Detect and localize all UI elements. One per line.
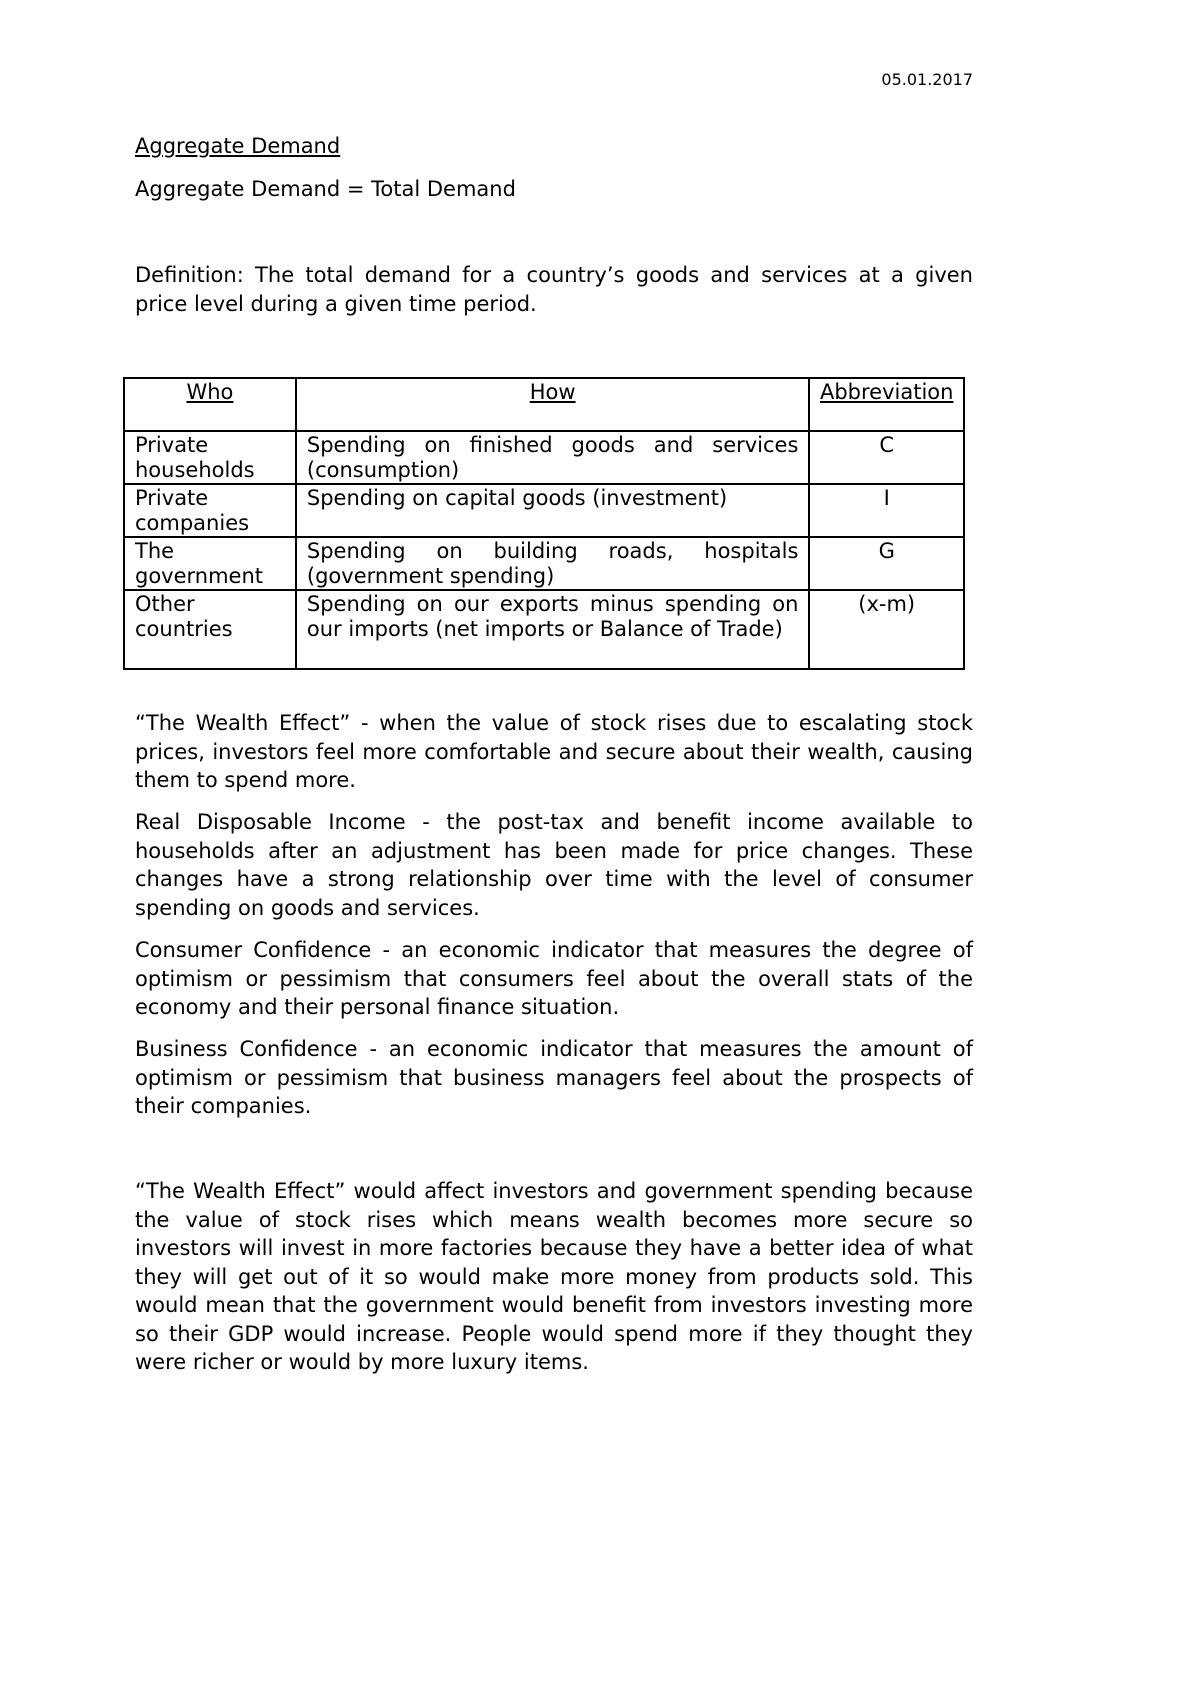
table-header-row	[124, 378, 964, 431]
cell-how: Spending on our exports minus spending on our imports (net imports or Balance of Trade)	[296, 590, 810, 669]
consumer-confidence-definition: Consumer Confidence - an economic indicator that measures the degree of optimism or pessimism that consumers feel about the overall stats of the economy and their personal finance situation.	[135, 938, 973, 1019]
cell-who: Private companies	[124, 484, 296, 537]
cell-who: The government	[124, 537, 296, 590]
business-confidence-definition: Business Confidence - an economic indicator that measures the amount of optimism or pessimism that business managers feel about the prospects of their companies.	[135, 1037, 973, 1118]
cell-abbr: (x-m)	[809, 590, 964, 669]
definition-text: Definition: The total demand for a country’s goods and services at a given price level during a given time period.	[135, 263, 973, 316]
cell-abbr: G	[809, 537, 964, 590]
header-abbreviation: Abbreviation	[809, 378, 964, 431]
aggregate-demand-table	[123, 377, 965, 670]
cell-how: Spending on finished goods and services (consumption)	[296, 431, 810, 484]
table-row	[124, 590, 964, 669]
equation-text: Aggregate Demand = Total Demand	[135, 177, 516, 201]
document-title: Aggregate Demand	[135, 134, 341, 158]
header-how: How	[296, 378, 810, 431]
cell-abbr: I	[809, 484, 964, 537]
table-row	[124, 431, 964, 484]
header-who: Who	[124, 378, 296, 431]
cell-who: Other countries	[124, 590, 296, 669]
cell-how: Spending on building roads, hospitals (government spending)	[296, 537, 810, 590]
cell-how: Spending on capital goods (investment)	[296, 484, 810, 537]
cell-abbr: C	[809, 431, 964, 484]
document-date: 05.01.2017	[881, 70, 973, 89]
wealth-effect-definition: “The Wealth Effect” - when the value of stock rises due to escalating stock prices, investors feel more comfortable and secure about their wealth, causing them to spend more.	[135, 711, 973, 792]
cell-who: Private households	[124, 431, 296, 484]
wealth-effect-essay: “The Wealth Effect” would affect investors and government spending because the value of stock rises which means wealth becomes more secure so investors will invest in more factories because they have a better idea of what they will get out of it so would make more money from products sold. This would mean that the government would benefit from investors investing more so their GDP would increase. People would spend more if they thought they were richer or would by more luxury items.	[135, 1179, 973, 1374]
real-disposable-income-definition: Real Disposable Income - the post-tax and benefit income available to households after an adjustment has been made for price changes. These changes have a strong relationship over time with the level of consumer spending on goods and services.	[135, 810, 973, 920]
table-row	[124, 484, 964, 537]
table-row	[124, 537, 964, 590]
